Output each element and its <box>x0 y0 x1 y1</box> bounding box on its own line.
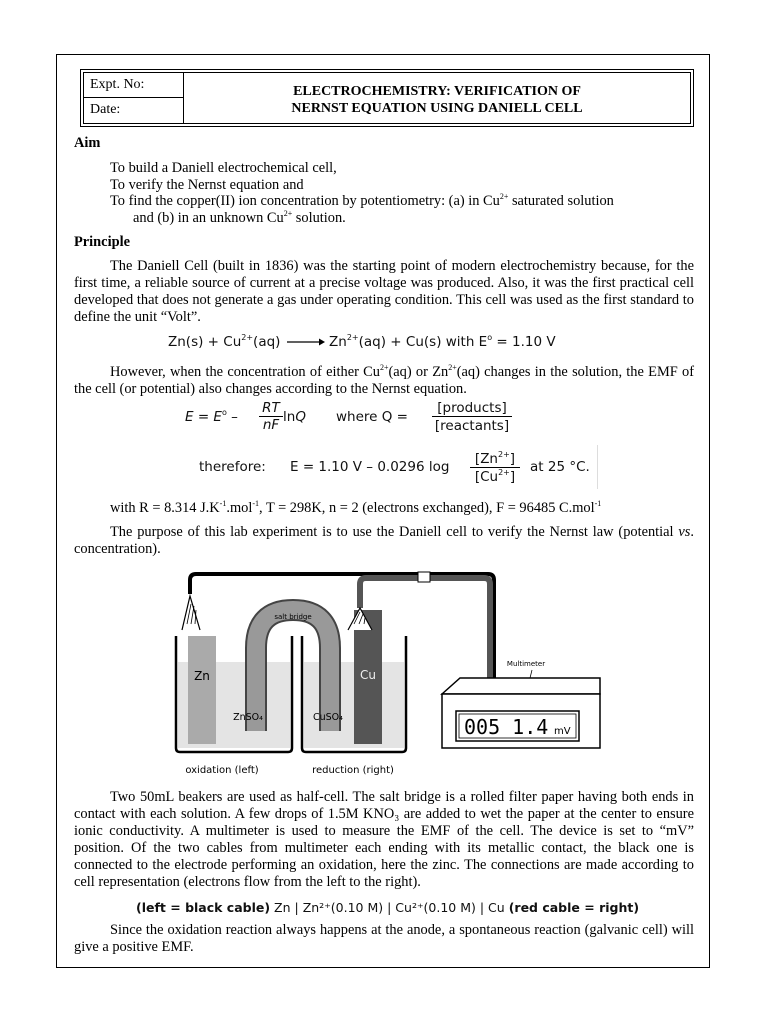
aim-heading: Aim <box>74 135 101 151</box>
multimeter-reading: 005 1.4 <box>464 715 549 739</box>
aim-line-4: and (b) in an unknown $Cu^{2+}$ solution. <box>133 209 346 226</box>
cuso4-label: CuSO₄ <box>313 712 343 723</box>
aim-line-1: To build a Daniell electrochemical cell, <box>110 160 337 176</box>
left-clip-icon <box>182 596 200 630</box>
aim-line-2: To verify the Nernst equation and <box>110 177 304 193</box>
constants-line: with R = 8.314 $J.K^{-1}.mol^{-1}$, T = 298K, n = 2 (electrons exchanged), F = 96485 C.mol$^{-1}$ <box>110 499 602 516</box>
daniell-cell-diagram <box>160 566 610 781</box>
salt-bridge-label: salt bridge <box>274 613 312 621</box>
zn-label: Zn <box>194 669 210 683</box>
cell-representation: (left = black cable) Zn | Zn²⁺(0.10 M) | Cu²⁺(0.10 M) | Cu (red cable = right) <box>136 900 640 915</box>
document-title: ELECTROCHEMISTRY: VERIFICATION OF NERNST EQUATION USING DANIELL CELL <box>291 84 583 116</box>
principle-heading: Principle <box>74 234 130 250</box>
principle-paragraph-1: The Daniell Cell (built in 1836) was the starting point of modern electrochemistry because, for the first time, a reliable source of current at a precise voltage was produced. Also, it was the first practical cell developed that does not generate a gas under operating condition. This cell was used as the first standard to define the unit “Volt”. <box>74 258 694 325</box>
multimeter-label: Multimeter <box>506 660 546 668</box>
purpose-paragraph: The purpose of this lab experiment is to use the Daniell cell to verify the Nernst law (potential vs. concentration). <box>74 524 694 557</box>
cu-label: Cu <box>360 668 376 682</box>
oxidation-caption: oxidation (left) <box>185 765 259 776</box>
cable-connector <box>418 572 430 582</box>
zinc-electrode <box>188 636 216 744</box>
conclusion-paragraph: Since the oxidation reaction always happens at the anode, a spontaneous reaction (galvanic cell) will give a positive EMF. <box>74 922 694 955</box>
znso4-label: ZnSO₄ <box>233 712 263 723</box>
reaction-equation: $Zn(s) + Cu^{2+}(aq) Zn^{2+}(aq) + Cu(s)$ with $E^o = 1.10$ V <box>168 333 556 350</box>
multimeter-unit: mV <box>554 726 571 737</box>
principle-paragraph-2: However, when the concentration of either $Cu^{2+}(aq)$ or $Zn^{2+}(aq)$ changes in the solution, the EMF of the cell (or potential) also changes according to the Nernst equation. <box>74 363 695 397</box>
header-box <box>80 69 694 127</box>
expt-no-label: Expt. No: <box>84 73 183 98</box>
reduction-caption: reduction (right) <box>312 765 394 776</box>
reaction-arrow-icon <box>285 337 325 347</box>
equation-edge <box>597 445 598 489</box>
aim-line-3: To find the copper(II) ion concentration by potentiometry: (a) in $Cu^{2+}$ saturated solution <box>110 192 614 209</box>
procedure-paragraph: Two 50mL beakers are used as half-cell. The salt bridge is a rolled filter paper having both ends in contact with each solution. A few drops of 1.5M KNO₃ are added to wet the paper at the center to ensure ionic conductivity. A multimeter is used to measure the EMF of the cell. The device is set to “mV” position. Of the two cables from multimeter each ending with its metallic contact, the black one is connected to the electrode performing an oxidation, here the zinc. The connections are made according to cell representation (electrons flow from the left to the right). <box>74 789 694 890</box>
date-label: Date: <box>90 102 121 117</box>
multimeter-device <box>442 678 600 748</box>
